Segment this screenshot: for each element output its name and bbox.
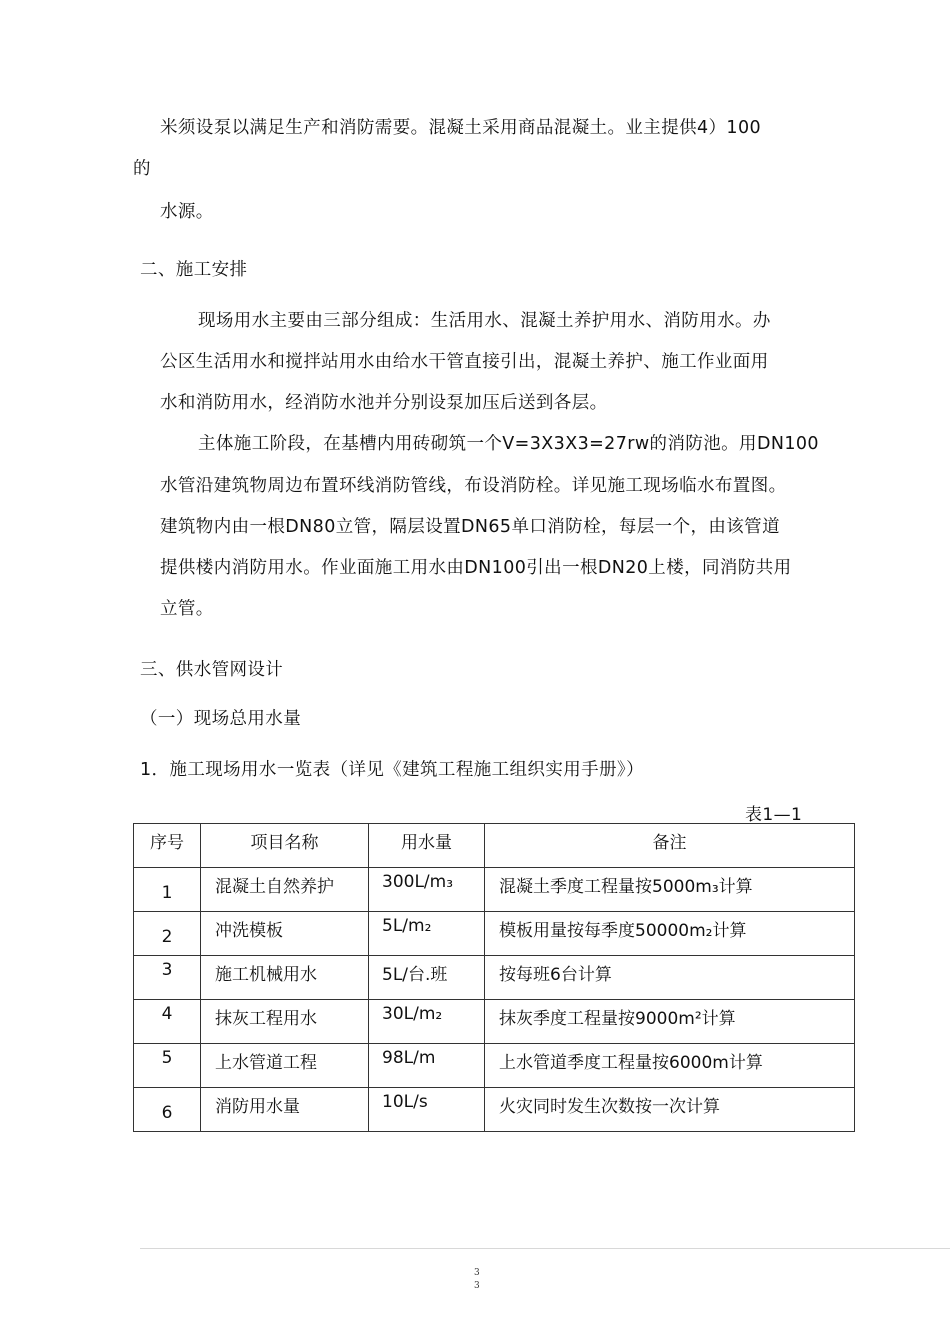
table-cell-amount: 30L/m₂ [369, 1000, 485, 1044]
paragraph-line: 主体施工阶段，在基槽内用砖砌筑一个V=3X3X3=27rw的消防池。用DN100 [198, 434, 819, 454]
paragraph-line: 水源。 [160, 202, 214, 222]
section-heading: 三、供水管网设计 [140, 660, 284, 680]
table-cell-note: 上水管道季度工程量按6000m计算 [485, 1044, 855, 1088]
list-item-heading: 1．施工现场用水一览表（详见《建筑工程施工组织实用手册》） [140, 760, 644, 780]
table-cell-note: 按每班6台计算 [485, 956, 855, 1000]
table-row [134, 1044, 855, 1088]
paragraph-line: 现场用水主要由三部分组成：生活用水、混凝土养护用水、消防用水。办 [198, 311, 771, 331]
table-cell-amount: 5L/台.班 [369, 956, 485, 1000]
table-cell-name: 消防用水量 [201, 1088, 369, 1132]
table-cell-name: 抹灰工程用水 [201, 1000, 369, 1044]
paragraph-line: 水管沿建筑物周边布置环线消防管线，布设消防栓。详见施工现场临水布置图。 [160, 476, 787, 496]
table-cell-amount: 10L/s [369, 1088, 485, 1132]
table-cell-name: 混凝土自然养护 [201, 868, 369, 912]
section-heading: 二、施工安排 [140, 260, 248, 280]
paragraph-line: 立管。 [160, 599, 214, 619]
table-cell-note: 抹灰季度工程量按9000m²计算 [485, 1000, 855, 1044]
table-cell-name: 上水管道工程 [201, 1044, 369, 1088]
table-header-cell: 用水量 [369, 824, 485, 868]
table-cell-amount: 300L/m₃ [369, 868, 485, 912]
table-cell-no: 4 [134, 1000, 201, 1044]
table-cell-no: 3 [134, 956, 201, 1000]
table-cell-no: 2 [134, 912, 201, 956]
table-row [134, 1000, 855, 1044]
table-caption: 表1—1 [745, 805, 803, 825]
subsection-heading: （一）现场总用水量 [140, 709, 302, 729]
table-header-row [134, 824, 855, 868]
table-cell-no: 6 [134, 1088, 201, 1132]
paragraph-line: 公区生活用水和搅拌站用水由给水干管直接引出，混凝土养护、施工作业面用 [160, 352, 769, 372]
page-number: 3 [474, 1281, 480, 1291]
page-number: 3 [474, 1268, 480, 1278]
table-row [134, 956, 855, 1000]
paragraph-line: 的 [133, 159, 151, 179]
table-header-cell: 序号 [134, 824, 201, 868]
table-cell-note: 混凝土季度工程量按5000m₃计算 [485, 868, 855, 912]
footer-divider [140, 1248, 950, 1249]
table-cell-note: 模板用量按每季度50000m₂计算 [485, 912, 855, 956]
water-usage-table [133, 823, 855, 1132]
table-header-cell: 备注 [485, 824, 855, 868]
table-cell-note: 火灾同时发生次数按一次计算 [485, 1088, 855, 1132]
table-row [134, 868, 855, 912]
table-cell-name: 冲洗模板 [201, 912, 369, 956]
paragraph-line: 水和消防用水，经消防水池并分别设泵加压后送到各层。 [160, 393, 608, 413]
table-row [134, 1088, 855, 1132]
paragraph-line: 米须设泵以满足生产和消防需要。混凝土采用商品混凝土。业主提供4）100 [160, 118, 762, 138]
table-cell-no: 5 [134, 1044, 201, 1088]
table-row [134, 912, 855, 956]
table-cell-name: 施工机械用水 [201, 956, 369, 1000]
table-cell-amount: 5L/m₂ [369, 912, 485, 956]
paragraph-line: 提供楼内消防用水。作业面施工用水由DN100引出一根DN20上楼，同消防共用 [160, 558, 792, 578]
table-header-cell: 项目名称 [201, 824, 369, 868]
table-cell-amount: 98L/m [369, 1044, 485, 1088]
paragraph-line: 建筑物内由一根DN80立管，隔层设置DN65单口消防栓，每层一个，由该管道 [160, 517, 780, 537]
table-cell-no: 1 [134, 868, 201, 912]
